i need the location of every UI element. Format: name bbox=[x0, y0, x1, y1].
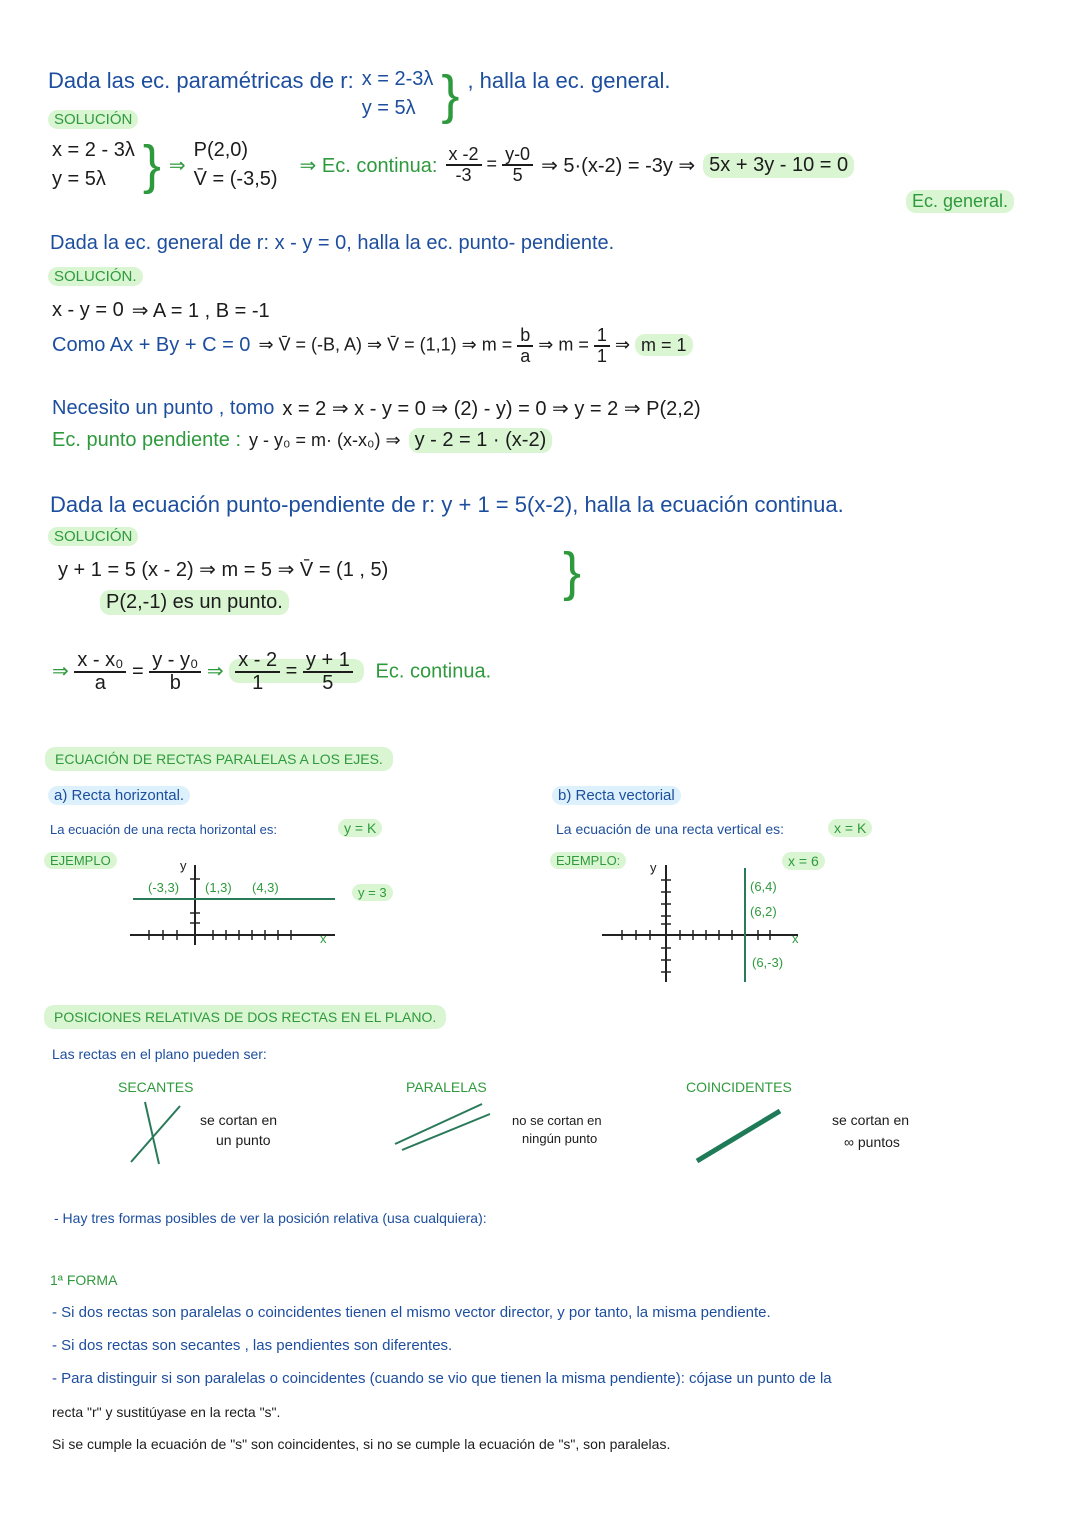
y-axis-label: y bbox=[650, 860, 657, 875]
brace-icon: } bbox=[563, 542, 582, 602]
intro-text: Las rectas en el plano pueden ser: bbox=[52, 1046, 267, 1062]
subsection-b: b) Recta vectorial bbox=[552, 786, 681, 805]
rule-3-continued: recta "r" y sustitúyase en la recta "s". bbox=[52, 1404, 281, 1420]
result-label: Ec. continua. bbox=[375, 660, 492, 683]
x-axis-label: x bbox=[320, 931, 327, 946]
point-slope-label: Ec. punto pendiente : bbox=[52, 429, 242, 451]
solution-label: SOLUCIÓN bbox=[48, 110, 138, 129]
equals: = bbox=[285, 660, 298, 683]
system-line-2: y = 5λ bbox=[361, 97, 416, 119]
denominator: 5 bbox=[322, 672, 334, 694]
ways-text: - Hay tres formas posibles de ver la posición relativa (usa cualquiera): bbox=[54, 1210, 487, 1226]
point-label: (1,3) bbox=[205, 880, 232, 895]
continuous-result bbox=[229, 649, 364, 694]
numerator: y-0 bbox=[502, 145, 533, 166]
denominator: a bbox=[520, 345, 531, 366]
line-equation: y = 3 bbox=[352, 884, 393, 901]
parallel-lines-icon bbox=[390, 1100, 495, 1152]
coincidentes-desc: se cortan en bbox=[832, 1112, 910, 1128]
denominator: 5 bbox=[512, 165, 523, 185]
coincidentes-title: COINCIDENTES bbox=[686, 1079, 792, 1095]
solution-row bbox=[52, 135, 854, 195]
section-title: ECUACIÓN DE RECTAS PARALELAS A LOS EJES. bbox=[45, 747, 393, 771]
continuous-equation bbox=[446, 145, 534, 185]
rule-3: - Para distinguir si son paralelas o coincidentes (cuando se vio que tienen la misma pendiente): cójase un punto de la bbox=[52, 1370, 832, 1387]
rule-2: - Si dos rectas son secantes , las pendientes son diferentes. bbox=[52, 1337, 453, 1354]
question: Dada la ec. general de r: x - y = 0, halla la ec. punto- pendiente. bbox=[50, 232, 615, 254]
numerator: x - 2 bbox=[235, 650, 280, 673]
solution-line-1: y + 1 = 5 (x - 2) ⇒ m = 5 ⇒ V̄ = (1 , 5) bbox=[58, 559, 389, 581]
continuous-derivation bbox=[52, 650, 491, 694]
denominator: 1 bbox=[596, 345, 607, 366]
forma-title: 1ª FORMA bbox=[50, 1272, 118, 1288]
vector-step: ⇒ V̄ = (-B, A) ⇒ V̄ = (1,1) ⇒ m = bbox=[258, 334, 513, 355]
vertical-equation: x = K bbox=[828, 819, 872, 837]
implies-arrow: ⇒ bbox=[168, 154, 186, 177]
point-derivation: x = 2 ⇒ x - y = 0 ⇒ (2) - y) = 0 ⇒ y = 2 ⇒ P(2,2) bbox=[282, 398, 701, 420]
numerator: x -2 bbox=[446, 145, 482, 166]
point-note: P(2,-1) es un punto. bbox=[100, 590, 289, 615]
point-slope-row bbox=[52, 428, 552, 453]
brace-icon: } bbox=[441, 65, 460, 125]
slope-row bbox=[52, 326, 693, 366]
equals: = bbox=[486, 153, 498, 174]
point: P(2,0) bbox=[193, 139, 249, 161]
implies-arrow: ⇒ bbox=[206, 660, 224, 683]
coincidentes-desc: ∞ puntos bbox=[844, 1134, 900, 1150]
point-slope-result: y - 2 = 1 · (x-2) bbox=[409, 428, 553, 453]
point-label: (6,4) bbox=[750, 879, 777, 894]
point-vector bbox=[194, 139, 278, 191]
implies-arrow: ⇒ bbox=[52, 660, 69, 683]
slope-step: ⇒ m = bbox=[538, 334, 589, 355]
point-label: (4,3) bbox=[252, 880, 279, 895]
secantes-title: SECANTES bbox=[118, 1079, 194, 1095]
denominator: -3 bbox=[455, 165, 472, 185]
numerator: x - x₀ bbox=[74, 650, 126, 673]
point-slope-formula: y - y₀ = m· (x-x₀) ⇒ bbox=[249, 430, 401, 450]
denominator: 1 bbox=[252, 672, 264, 694]
paralelas-desc: ningún punto bbox=[522, 1131, 598, 1146]
coefficients-row bbox=[52, 298, 270, 323]
system-line-1: x = 2-3λ bbox=[361, 68, 434, 90]
example-label: EJEMPLO: bbox=[550, 852, 626, 869]
numerator: 1 bbox=[594, 326, 610, 347]
equation: x - y = 0 bbox=[52, 299, 124, 321]
section-title: POSICIONES RELATIVAS DE DOS RECTAS EN EL PLANO. bbox=[44, 1005, 446, 1029]
parametric-system bbox=[52, 139, 135, 191]
vertical-text: La ecuación de una recta vertical es: bbox=[556, 821, 785, 837]
solution-label: SOLUCIÓN. bbox=[48, 267, 143, 286]
numerator: y + 1 bbox=[303, 650, 353, 673]
horizontal-equation: y = K bbox=[338, 819, 382, 837]
denominator: a bbox=[94, 672, 106, 694]
brace-icon: } bbox=[142, 135, 161, 195]
general-equation-result: 5x + 3y - 10 = 0 bbox=[703, 153, 854, 178]
rule-4: Si se cumple la ecuación de "s" son coincidentes, si no se cumple la ecuación de "s", son paralelas. bbox=[52, 1436, 671, 1452]
secant-lines-icon bbox=[125, 1100, 185, 1166]
equals: = bbox=[131, 660, 144, 683]
y-axis-label: y bbox=[180, 858, 187, 873]
paralelas-desc: no se cortan en bbox=[512, 1113, 602, 1128]
continua-label: ⇒ Ec. continua: bbox=[299, 154, 438, 177]
general-form: Como Ax + By + C = 0 bbox=[52, 334, 251, 357]
point-row bbox=[52, 396, 701, 421]
slope-result: m = 1 bbox=[635, 334, 693, 356]
step: ⇒ 5·(x-2) = -3y ⇒ bbox=[541, 154, 696, 177]
paralelas-title: PARALELAS bbox=[406, 1079, 487, 1095]
horizontal-text: La ecuación de una recta horizontal es: bbox=[50, 822, 277, 837]
denominator: b bbox=[169, 672, 181, 694]
coefficients: ⇒ A = 1 , B = -1 bbox=[131, 300, 270, 322]
result-label: Ec. general. bbox=[906, 190, 1014, 213]
numerator: y - y₀ bbox=[149, 650, 201, 673]
x-axis-label: x bbox=[792, 931, 799, 946]
solution-line-1: x = 2 - 3λ bbox=[52, 139, 135, 161]
numerator: b bbox=[517, 326, 533, 347]
example-label: EJEMPLO bbox=[44, 852, 117, 869]
subsection-a: a) Recta horizontal. bbox=[48, 786, 190, 805]
solution-line-2: y = 5λ bbox=[52, 168, 106, 190]
solution-label: SOLUCIÓN bbox=[48, 527, 138, 546]
question: Dada la ecuación punto-pendiente de r: y + 1 = 5(x-2), halla la ecuación continua. bbox=[50, 492, 844, 517]
point-label: (6,2) bbox=[750, 904, 777, 919]
coincident-lines-icon bbox=[692, 1106, 787, 1166]
vector: V̄ = (-3,5) bbox=[193, 168, 278, 190]
question-tail: , halla la ec. general. bbox=[467, 68, 671, 93]
horizontal-line-graph bbox=[125, 860, 345, 950]
secantes-desc: se cortan en bbox=[200, 1112, 278, 1128]
slope-derivation bbox=[258, 326, 692, 366]
point-label: (-3,3) bbox=[148, 880, 180, 895]
system bbox=[362, 68, 434, 120]
question-row bbox=[48, 65, 671, 125]
need-point-text: Necesito un punto , tomo bbox=[52, 397, 275, 419]
line-equation: x = 6 bbox=[782, 852, 825, 870]
secantes-desc: un punto bbox=[216, 1132, 271, 1148]
question: Dada las ec. paramétricas de r: bbox=[48, 68, 354, 93]
implies-arrow: ⇒ bbox=[614, 334, 631, 355]
rule-1: - Si dos rectas son paralelas o coincidentes tienen el mismo vector director, y por tanto, la misma pendiente. bbox=[52, 1304, 771, 1321]
point-label: (6,-3) bbox=[752, 955, 784, 970]
